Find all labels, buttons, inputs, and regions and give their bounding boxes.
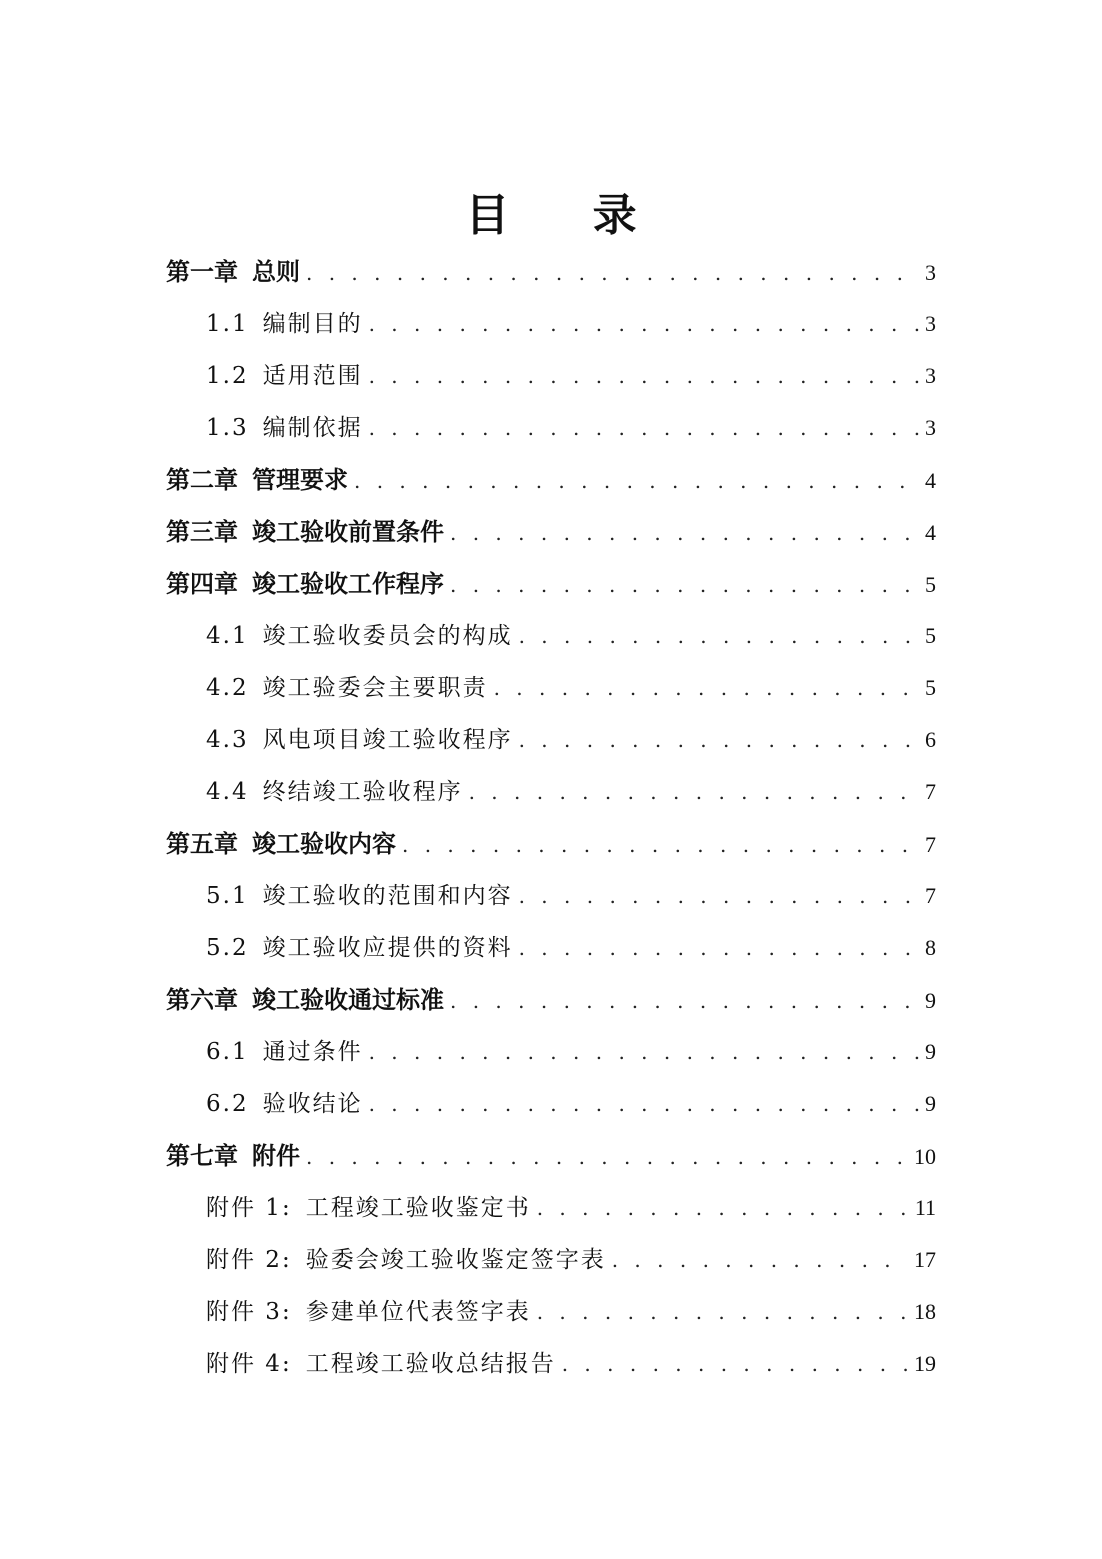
toc-entry-number: 附件 2: [206, 1247, 292, 1273]
toc-entry-number: 4.2 [206, 675, 249, 701]
toc-entry-label [206, 1182, 531, 1234]
toc-entry-label [206, 402, 363, 454]
toc-page-number: 7 [925, 883, 936, 908]
toc-entry-text: 竣工验收内容 [252, 830, 396, 858]
toc-section-entry[interactable] [166, 766, 936, 818]
toc-entry-text: 参建单位代表签字表 [305, 1299, 531, 1325]
toc-page-number: 19 [914, 1351, 936, 1376]
toc-page-number: 5 [925, 675, 936, 700]
toc-entry-number: 5.1 [206, 883, 249, 909]
toc-entry-label [206, 1286, 531, 1338]
toc-entry-label [166, 558, 444, 610]
toc-chapter-entry[interactable] [166, 454, 936, 506]
toc-dot-leader [450, 975, 919, 1026]
toc-dot-leader [537, 1286, 908, 1338]
toc-entry-label [206, 922, 513, 974]
toc-dot-leader [612, 1234, 908, 1286]
toc-chapter-entry[interactable] [166, 818, 936, 870]
toc-entry-label [206, 298, 363, 350]
toc-dot-leader [537, 1182, 909, 1234]
toc-page-number: 17 [914, 1247, 936, 1272]
toc-section-entry[interactable] [166, 1026, 936, 1078]
toc-dot-leader [519, 714, 919, 766]
toc-dot-leader [369, 402, 919, 454]
toc-entry-label [206, 350, 363, 402]
toc-section-entry[interactable] [166, 714, 936, 766]
toc-entry-number: 第七章 [166, 1142, 238, 1170]
toc-entry-text: 验委会竣工验收鉴定签字表 [305, 1247, 606, 1273]
toc-entry-text: 竣工验委会主要职责 [262, 675, 488, 701]
toc-page-number: 18 [914, 1299, 936, 1324]
toc-entry-number: 1.2 [206, 363, 249, 389]
toc-dot-leader [469, 766, 919, 818]
toc-entry-text: 竣工验收委员会的构成 [262, 623, 513, 649]
toc-entry-number: 第三章 [166, 518, 238, 546]
toc-entry-label [166, 454, 348, 506]
toc-section-entry[interactable] [166, 1234, 936, 1286]
toc-section-entry[interactable] [166, 1078, 936, 1130]
toc-entry-text: 验收结论 [262, 1091, 363, 1117]
toc-entry-number: 第二章 [166, 466, 238, 494]
toc-entry-label [166, 974, 444, 1026]
toc-entry-label [206, 870, 513, 922]
toc-entry-label [166, 1130, 300, 1182]
toc-entry-number: 5.2 [206, 935, 249, 961]
toc-entry-number: 附件 1: [206, 1195, 292, 1221]
toc-entry-text: 竣工验收的范围和内容 [262, 883, 513, 909]
toc-section-entry[interactable] [166, 1338, 936, 1390]
toc-section-entry[interactable] [166, 1286, 936, 1338]
toc-dot-leader [306, 1131, 908, 1182]
toc-page-number: 10 [914, 1144, 936, 1169]
toc-entry-text: 工程竣工验收鉴定书 [305, 1195, 531, 1221]
toc-page-number: 8 [925, 935, 936, 960]
toc-chapter-entry[interactable] [166, 974, 936, 1026]
toc-dot-leader [450, 559, 919, 610]
toc-entry-number: 1.1 [206, 311, 249, 337]
toc-entry-text: 适用范围 [262, 363, 363, 389]
toc-section-entry[interactable] [166, 298, 936, 350]
toc-entry-text: 竣工验收通过标准 [252, 986, 444, 1014]
toc-entry-text: 附件 [252, 1142, 300, 1170]
toc-entry-number: 第六章 [166, 986, 238, 1014]
toc-page-number: 3 [925, 415, 936, 440]
toc-entry-label [206, 1234, 606, 1286]
toc-entry-number: 4.3 [206, 727, 249, 753]
toc-dot-leader [369, 1026, 919, 1078]
toc-entry-label [166, 818, 396, 870]
toc-chapter-entry[interactable] [166, 506, 936, 558]
toc-section-entry[interactable] [166, 350, 936, 402]
toc-page-number: 7 [925, 832, 936, 857]
toc-entry-text: 通过条件 [262, 1039, 363, 1065]
toc-entry-text: 竣工验收前置条件 [252, 518, 444, 546]
toc-entry-number: 第一章 [166, 258, 238, 286]
toc-entry-label [206, 1338, 556, 1390]
toc-page-number: 11 [914, 1195, 936, 1220]
toc-entry-text: 工程竣工验收总结报告 [305, 1351, 556, 1377]
toc-entry-label [166, 246, 300, 298]
toc-page-number: 4 [925, 468, 936, 493]
toc-entry-number: 4.4 [206, 779, 249, 805]
toc-page-number: 9 [925, 988, 936, 1013]
toc-entry-number: 4.1 [206, 623, 249, 649]
toc-list [166, 246, 936, 1390]
toc-dot-leader [354, 455, 919, 506]
toc-page-number: 3 [925, 260, 936, 285]
toc-entry-label [206, 1078, 363, 1130]
toc-dot-leader [450, 507, 919, 558]
toc-dot-leader [369, 1078, 919, 1130]
toc-dot-leader [519, 870, 919, 922]
toc-page-number: 9 [925, 1039, 936, 1064]
toc-entry-number: 6.1 [206, 1039, 249, 1065]
toc-dot-leader [562, 1338, 908, 1390]
toc-section-entry[interactable] [166, 922, 936, 974]
toc-entry-label [206, 610, 513, 662]
toc-page-number: 3 [925, 363, 936, 388]
toc-entry-text: 竣工验收应提供的资料 [262, 935, 513, 961]
toc-page-number: 4 [925, 520, 936, 545]
toc-dot-leader [369, 350, 919, 402]
toc-section-entry[interactable] [166, 662, 936, 714]
toc-dot-leader [306, 247, 919, 298]
toc-chapter-entry[interactable] [166, 1130, 936, 1182]
toc-entry-number: 第四章 [166, 570, 238, 598]
toc-dot-leader [494, 662, 919, 714]
toc-page-number: 9 [925, 1091, 936, 1116]
toc-page-number: 7 [925, 779, 936, 804]
toc-page-number: 5 [925, 572, 936, 597]
toc-entry-text: 风电项目竣工验收程序 [262, 727, 513, 753]
toc-entry-label [206, 662, 488, 714]
toc-dot-leader [519, 610, 919, 662]
toc-entry-text: 总则 [252, 258, 300, 286]
toc-entry-number: 第五章 [166, 830, 238, 858]
toc-entry-label [166, 506, 444, 558]
toc-entry-label [206, 766, 463, 818]
toc-chapter-entry[interactable] [166, 558, 936, 610]
toc-page-number: 6 [925, 727, 936, 752]
toc-entry-text: 终结竣工验收程序 [262, 779, 463, 805]
toc-dot-leader [519, 922, 919, 974]
toc-dot-leader [369, 298, 919, 350]
toc-entry-number: 附件 4: [206, 1351, 292, 1377]
toc-entry-number: 1.3 [206, 415, 249, 441]
toc-section-entry[interactable] [166, 1182, 936, 1234]
toc-dot-leader [402, 819, 919, 870]
toc-entry-number: 6.2 [206, 1091, 249, 1117]
toc-entry-label [206, 714, 513, 766]
toc-section-entry[interactable] [166, 402, 936, 454]
toc-title: 目 录 [465, 190, 671, 241]
toc-chapter-entry[interactable] [166, 246, 936, 298]
toc-section-entry[interactable] [166, 870, 936, 922]
toc-entry-text: 竣工验收工作程序 [252, 570, 444, 598]
toc-page-number: 5 [925, 623, 936, 648]
toc-entry-text: 管理要求 [252, 466, 348, 494]
toc-entry-text: 编制依据 [262, 415, 363, 441]
toc-entry-number: 附件 3: [206, 1299, 292, 1325]
toc-page-number: 3 [925, 311, 936, 336]
toc-section-entry[interactable] [166, 610, 936, 662]
toc-entry-text: 编制目的 [262, 311, 363, 337]
toc-entry-label [206, 1026, 363, 1078]
